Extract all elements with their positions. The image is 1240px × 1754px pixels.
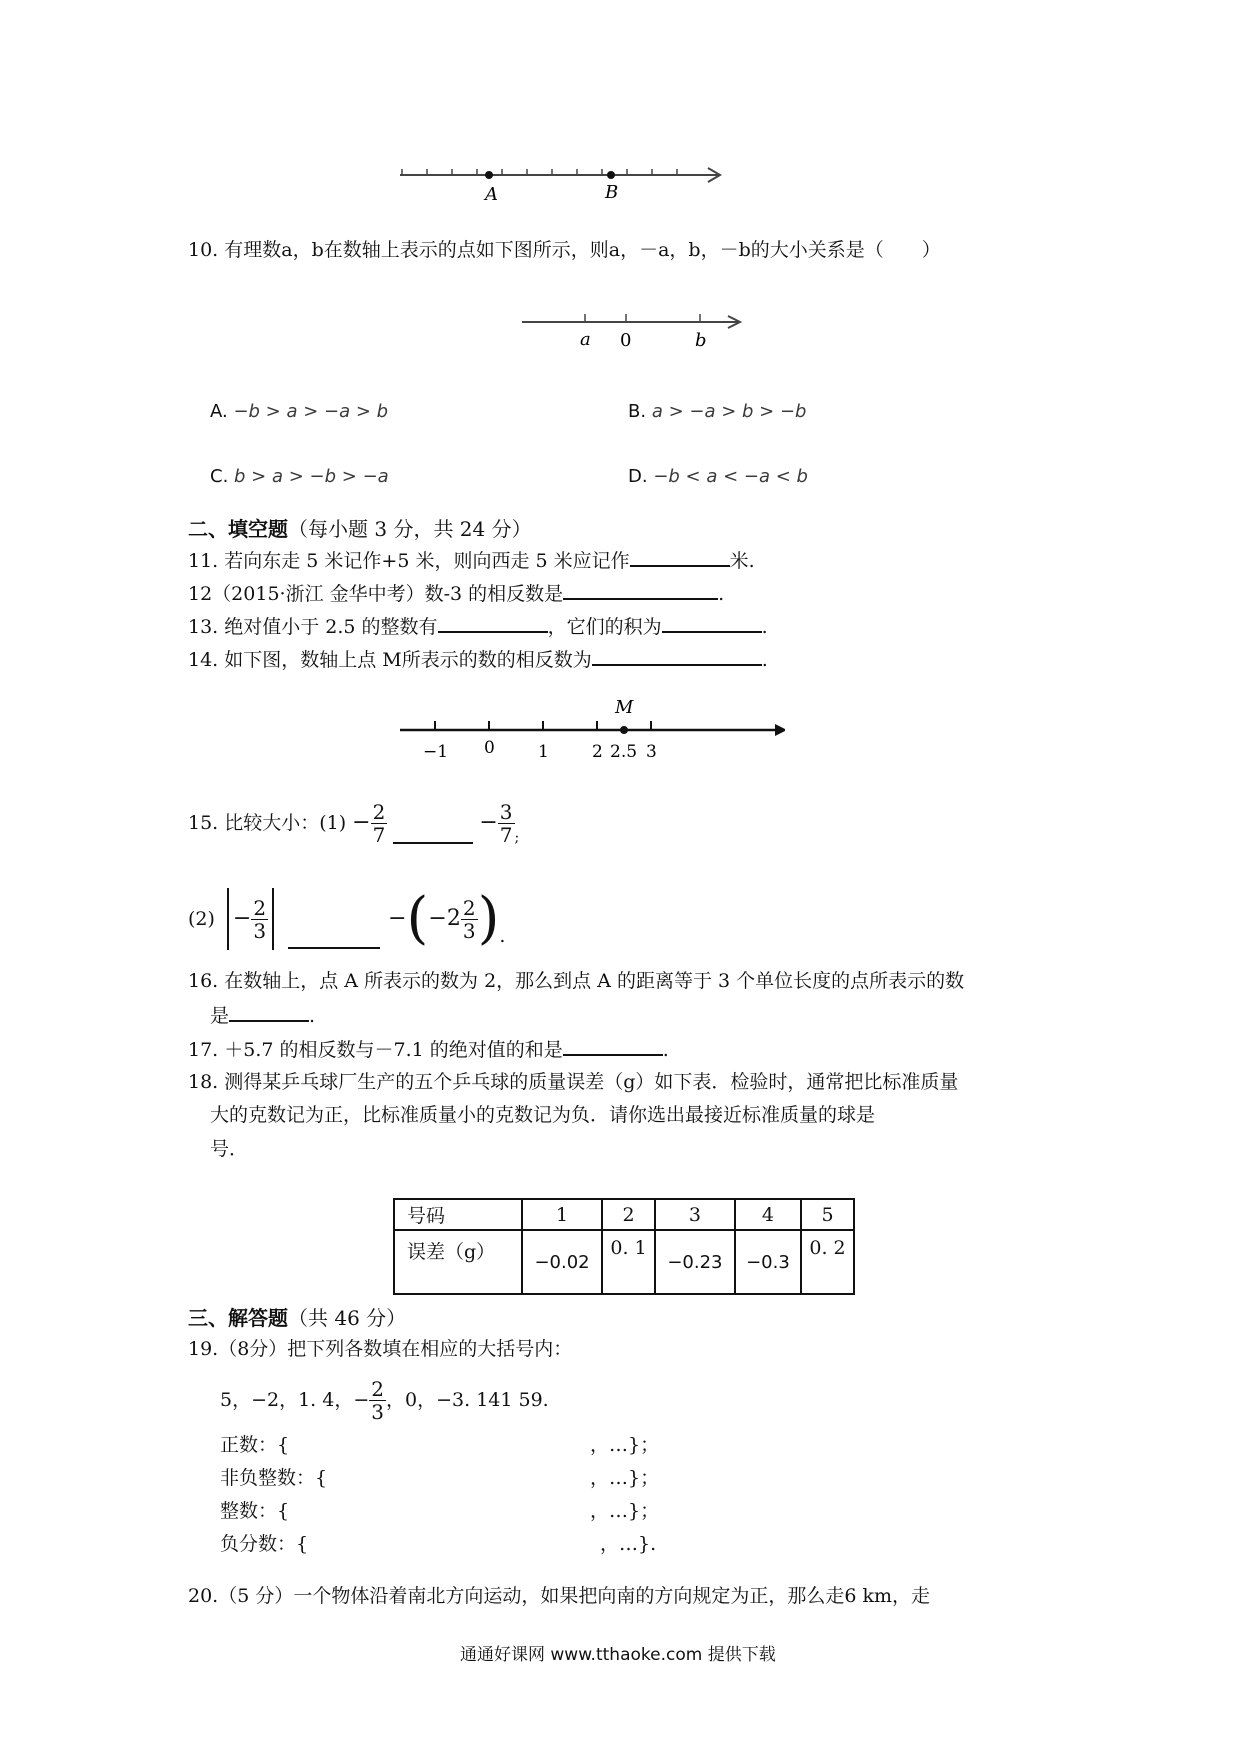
table-cell: 1 <box>522 1199 602 1230</box>
q14: 14. 如下图，数轴上点 M所表示的数的相反数为 . <box>188 646 768 673</box>
number-line-a0b <box>520 308 745 353</box>
q17: 17. ＋5.7 的相反数与－7.1 的绝对值的和是 . <box>188 1036 669 1063</box>
q15-part1: 15. 比较大小：(1) − $\frac{2}{7}$ − $\frac{3}{7}$ ; <box>188 799 520 847</box>
table-header-cell: 号码 <box>394 1199 522 1230</box>
table-cell: −0.02 <box>522 1230 602 1294</box>
label-zero-axis: 0 <box>620 330 632 351</box>
table-cell: 4 <box>735 1199 801 1230</box>
q16-line2: 是 . <box>210 1002 315 1029</box>
q11: 11. 若向东走 5 米记作+5 米，则向西走 5 米应记作 米. <box>188 547 755 574</box>
q10-text: 10. 有理数a，b在数轴上表示的点如下图所示，则a，－a，b，－b的大小关系是（ ） <box>188 239 941 261</box>
q19-numbers: 5，−2，1. 4，− $\frac{2}{3}$ ，0，−3. 141 59. <box>220 1376 549 1424</box>
table-cell: 0. 1 <box>602 1230 655 1294</box>
point-m <box>620 726 628 734</box>
tick-label: 2 <box>592 742 603 762</box>
tick-label: 1 <box>538 742 549 762</box>
q20-text: 20.（5 分）一个物体沿着南北方向运动，如果把向南的方向规定为正，那么走6 km，走 <box>188 1585 931 1607</box>
tick-label: 0 <box>484 738 495 758</box>
q19-text: 19.（8分）把下列各数填在相应的大括号内： <box>188 1338 573 1360</box>
point-a <box>485 171 493 179</box>
error-table <box>393 1198 855 1295</box>
table-header-cell: 误差（g） <box>394 1230 522 1294</box>
tick-label: 3 <box>646 742 657 762</box>
table-cell: 3 <box>655 1199 735 1230</box>
q19-set-nonneg-int: 非负整数：{ ，…}； <box>220 1467 660 1489</box>
q19-set-neg-frac: 负分数：{ ，…}. <box>220 1533 657 1555</box>
q18-line3: 号． <box>210 1138 249 1160</box>
label-b: B <box>605 182 619 203</box>
q15-part2: (2) − $\frac{2}{3}$ − ( −2 $\frac{2}{3}$ ) . <box>188 886 506 951</box>
table-row <box>394 1199 854 1230</box>
number-line-m <box>395 695 785 765</box>
number-line-ab <box>390 150 730 210</box>
q10-option-a: A. −b > a > −a > b <box>210 401 389 422</box>
table-row <box>394 1230 854 1294</box>
table-cell: 0. 2 <box>801 1230 854 1294</box>
q18-line2: 大的克数记为正，比标准质量小的克数记为负．请你选出最接近标准质量的球是 <box>210 1104 876 1126</box>
label-a-axis: a <box>580 329 591 350</box>
q19-set-positive: 正数：{ ，…}； <box>220 1434 660 1456</box>
label-m: M <box>615 697 634 718</box>
tick-label: 2.5 <box>610 742 638 762</box>
table-cell: −0.23 <box>655 1230 735 1294</box>
page-footer: 通通好课网 www.tthaoke.com 提供下载 <box>460 1645 776 1665</box>
label-a: A <box>485 184 498 205</box>
q10-option-b: B. a > −a > b > −b <box>628 401 807 422</box>
q18-line1: 18. 测得某乒乓球厂生产的五个乒乓球的质量误差（g）如下表．检验时，通常把比标准质量 <box>188 1071 959 1093</box>
q19-set-int: 整数：{ ，…}； <box>220 1500 660 1522</box>
q16-line1: 16. 在数轴上，点 A 所表示的数为 2，那么到点 A 的距离等于 3 个单位长度的点所表示的数 <box>188 970 965 992</box>
q10-option-c: C. b > a > −b > −a <box>210 466 389 487</box>
q10-option-d: D. −b < a < −a < b <box>628 466 808 487</box>
label-b-axis: b <box>695 330 707 351</box>
tick-label: −1 <box>423 742 449 762</box>
q12: 12（2015·浙江 金华中考）数-3 的相反数是 . <box>188 580 724 607</box>
section2-heading: 二、填空题（每小题 3 分，共 24 分） <box>188 517 532 541</box>
section3-heading: 三、解答题（共 46 分） <box>188 1306 407 1330</box>
point-b <box>607 171 615 179</box>
q13: 13. 绝对值小于 2.5 的整数有 ，它们的积为 . <box>188 613 768 640</box>
table-cell: −0.3 <box>735 1230 801 1294</box>
table-cell: 5 <box>801 1199 854 1230</box>
table-cell: 2 <box>602 1199 655 1230</box>
